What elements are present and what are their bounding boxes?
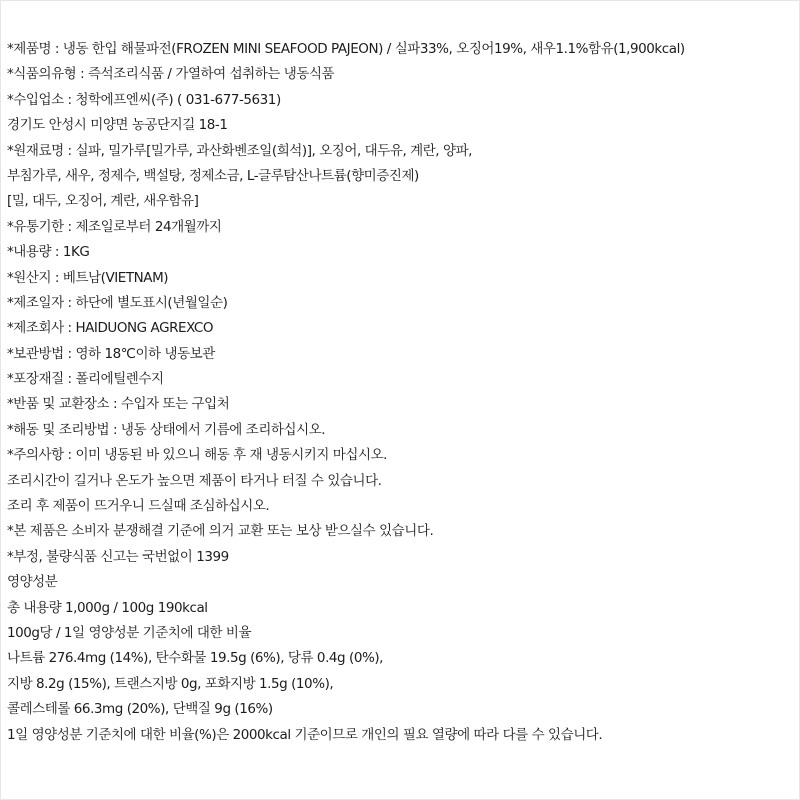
product-name-line: *제품명 : 냉동 한입 해물파전(FROZEN MINI SEAFOOD PAJEON) / 실파33%, 오징어19%, 새우1.1%함유(1,900kcal) (7, 41, 685, 57)
caution-continued-line: 조리시간이 길거나 온도가 높으면 제품이 타거나 터질 수 있습니다. (7, 472, 382, 489)
allergens-line: [밀, 대두, 오징어, 계란, 새우함유] (7, 193, 199, 210)
ingredients-continued-line: 부침가루, 새우, 정제수, 백설탕, 정제소금, L-글루탐산나트륨(향미증진제) (7, 167, 419, 184)
ingredients-line: *원재료명 : 실파, 밀가루[밀가루, 과산화벤조일(희석)], 오징어, 대두유, 계란, 양파, (7, 142, 473, 159)
product-label-text (7, 37, 797, 748)
returns-line: *반품 및 교환장소 : 수입자 또는 구입처 (7, 396, 230, 413)
manufacturer-line: *제조회사 : HAIDUONG AGREXCO (7, 320, 214, 337)
consumer-dispute-line: *본 제품은 소비자 분쟁해결 기준에 의거 교환 또는 보상 받으실수 있습니다. (7, 523, 434, 540)
shelf-life-line: *유통기한 : 제조일로부터 24개월까지 (7, 218, 222, 235)
storage-line: *보관방법 : 영하 18℃이하 냉동보관 (7, 345, 215, 362)
caution-line: *주의사항 : 이미 냉동된 바 있으니 해동 후 재 냉동시키지 마십시오. (7, 447, 388, 464)
food-type-line: *식품의유형 : 즉석조리식품 / 가열하여 섭취하는 냉동식품 (7, 66, 335, 83)
report-line: *부정, 불량식품 신고는 국번없이 1399 (7, 548, 229, 565)
nutrition-row-2: 지방 8.2g (15%), 트랜스지방 0g, 포화지방 1.5g (10%), (7, 675, 334, 692)
packaging-line: *포장재질 : 폴리에틸렌수지 (7, 371, 164, 388)
importer-address-line: 경기도 안성시 미양면 농공단지길 18-1 (7, 117, 228, 134)
nutrition-basis-line: 100g당 / 1일 영양성분 기준치에 대한 비율 (7, 624, 252, 641)
net-content-line: *내용량 : 1KG (7, 244, 90, 261)
nutrition-heading: 영양성분 (7, 574, 58, 591)
caution-hot-line: 조리 후 제품이 뜨거우니 드실때 조심하십시오. (7, 498, 270, 515)
nutrition-total-line: 총 내용량 1,000g / 100g 190kcal (7, 599, 208, 616)
nutrition-row-1: 나트륨 276.4mg (14%), 탄수화물 19.5g (6%), 당류 0.4g (0%), (7, 650, 383, 667)
cooking-line: *해동 및 조리방법 : 냉동 상태에서 기름에 조리하십시오. (7, 421, 326, 438)
manufacture-date-line: *제조일자 : 하단에 별도표시(년월일순) (7, 294, 228, 311)
nutrition-footnote: 1일 영양성분 기준치에 대한 비율(%)은 2000kcal 기준이므로 개인의 필요 열량에 따라 다를 수 있습니다. (7, 726, 603, 743)
importer-line: *수입업소 : 청학에프엔씨(주) ( 031-677-5631) (7, 91, 281, 108)
origin-line: *원산지 : 베트남(VIETNAM) (7, 269, 169, 286)
nutrition-row-3: 콜레스테롤 66.3mg (20%), 단백질 9g (16%) (7, 701, 273, 718)
